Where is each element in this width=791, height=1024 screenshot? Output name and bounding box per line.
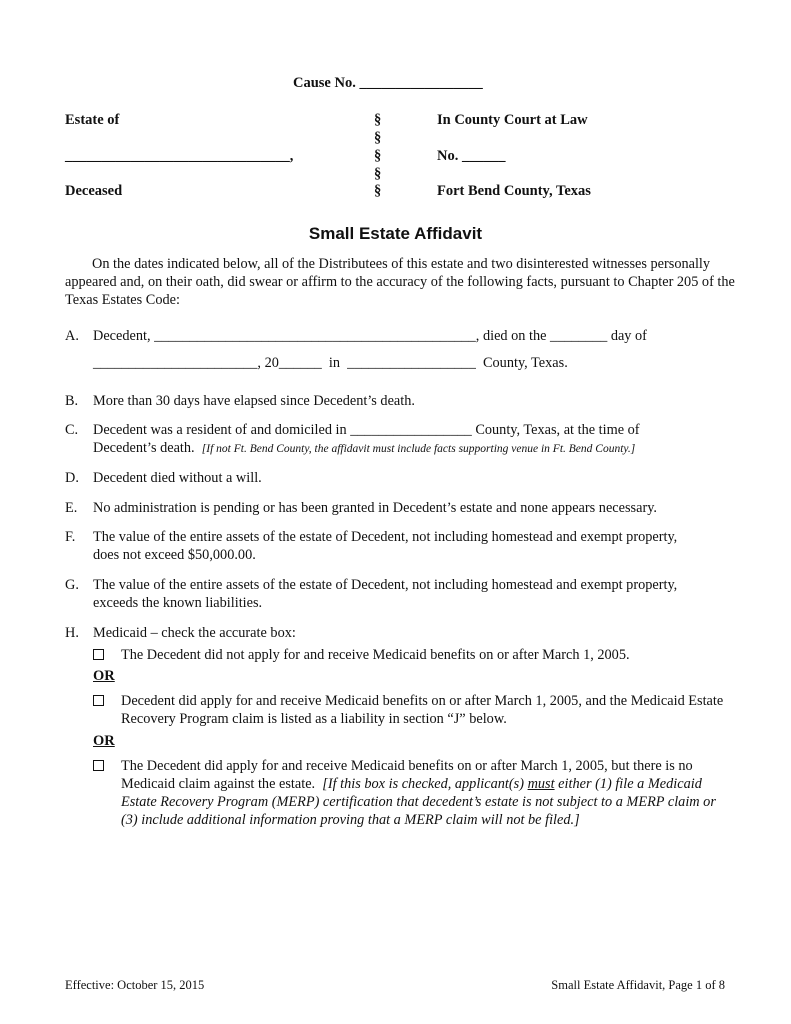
item-c-text: Decedent was a resident of and domiciled in _________________ County, Texas, at the time of Decedent’s death. [93, 422, 640, 456]
page-title: Small Estate Affidavit [308, 224, 483, 243]
medicaid-option-3 [93, 757, 733, 829]
estate-of-label: Estate of [65, 112, 120, 128]
item-f-text: The value of the entire assets of the estate of Decedent, not including homestead and exempt property, does not exceed $50,000.00. [93, 529, 678, 563]
medicaid-option-2-checkbox[interactable] [93, 695, 104, 706]
item-a-line1: Decedent, _____________________________________________, died on the ________ day of [93, 328, 647, 344]
medicaid-option-1 [93, 646, 733, 664]
item-letter: A. [65, 328, 79, 344]
item-b [65, 392, 725, 410]
medicaid-option-3-checkbox[interactable] [93, 760, 104, 771]
medicaid-option-1-text: The Decedent did not apply for and receive Medicaid benefits on or after March 1, 2005. [121, 647, 630, 663]
intro-text: On the dates indicated below, all of the Distributees of this estate and two disinterested witnesses personally appeared and, on their oath, did swear or affirm to the accuracy of the following facts, pursuant to Chapter 205 of the Texas Estates Code: [65, 256, 735, 308]
section-mark: § [374, 112, 382, 128]
section-mark: § [374, 166, 382, 182]
cause-number: Cause No. _________________ [293, 75, 483, 91]
item-f [65, 528, 685, 564]
item-letter: B. [65, 393, 79, 409]
medicaid-option-3-note-b: either (1) file a Medicaid Estate Recovery Program (MERP) certification that decedent’s estate is not subject to a MERP claim or (3) include additional information proving that a MERP claim will not be filed.] [121, 776, 716, 828]
footer-effective-date: Effective: October 15, 2015 [65, 978, 205, 992]
section-mark: § [374, 130, 382, 146]
medicaid-option-2 [93, 692, 733, 728]
item-letter: F. [65, 529, 76, 545]
court-number: No. ______ [437, 148, 506, 164]
medicaid-option-1-checkbox[interactable] [93, 649, 104, 660]
county-name: Fort Bend County, Texas [437, 183, 591, 199]
medicaid-option-2-text: Decedent did apply for and receive Medicaid benefits on or after March 1, 2005, and the Medicaid Estate Recovery Program claim is listed as a liability in section “J” below. [121, 693, 724, 727]
item-h [65, 624, 725, 642]
deceased-label: Deceased [65, 183, 123, 199]
or-separator: OR [93, 733, 115, 749]
item-c-note: [If not Ft. Bend County, the affidavit must include facts supporting venue in Ft. Bend County.] [201, 443, 636, 455]
item-g-text: The value of the entire assets of the estate of Decedent, not including homestead and exempt property, exceeds the known liabilities. [93, 577, 678, 611]
item-letter: D. [65, 470, 79, 486]
item-letter: E. [65, 500, 78, 516]
item-a-cont [65, 354, 725, 372]
item-c [65, 421, 705, 458]
medicaid-option-3-note-must: must [527, 776, 555, 792]
medicaid-option-3-text [121, 757, 733, 829]
item-a [65, 327, 725, 345]
item-b-text: More than 30 days have elapsed since Decedent’s death. [93, 393, 415, 409]
or-separator: OR [93, 668, 115, 684]
item-letter: C. [65, 422, 79, 438]
item-e-text: No administration is pending or has been granted in Decedent’s estate and none appears necessary. [93, 500, 658, 516]
section-mark: § [374, 183, 382, 199]
medicaid-option-3-note-a: [If this box is checked, applicant(s) [322, 776, 524, 792]
item-g [65, 576, 685, 612]
court-name: In County Court at Law [437, 112, 588, 128]
item-d [65, 469, 725, 487]
footer-page-number: Small Estate Affidavit, Page 1 of 8 [551, 978, 725, 992]
item-letter: H. [65, 625, 79, 641]
item-h-text: Medicaid – check the accurate box: [93, 625, 296, 641]
intro-paragraph [65, 255, 735, 309]
section-mark: § [374, 148, 382, 164]
item-e [65, 499, 725, 517]
medicaid-option-3-main: The Decedent did apply for and receive Medicaid benefits on or after March 1, 2005, but there is no Medicaid claim against the estate. [121, 758, 693, 792]
decedent-name-line: _______________________________, [65, 148, 294, 164]
item-a-line2: _______________________, 20______ in __________________ County, Texas. [93, 355, 568, 371]
item-d-text: Decedent died without a will. [93, 470, 262, 486]
item-letter: G. [65, 577, 79, 593]
